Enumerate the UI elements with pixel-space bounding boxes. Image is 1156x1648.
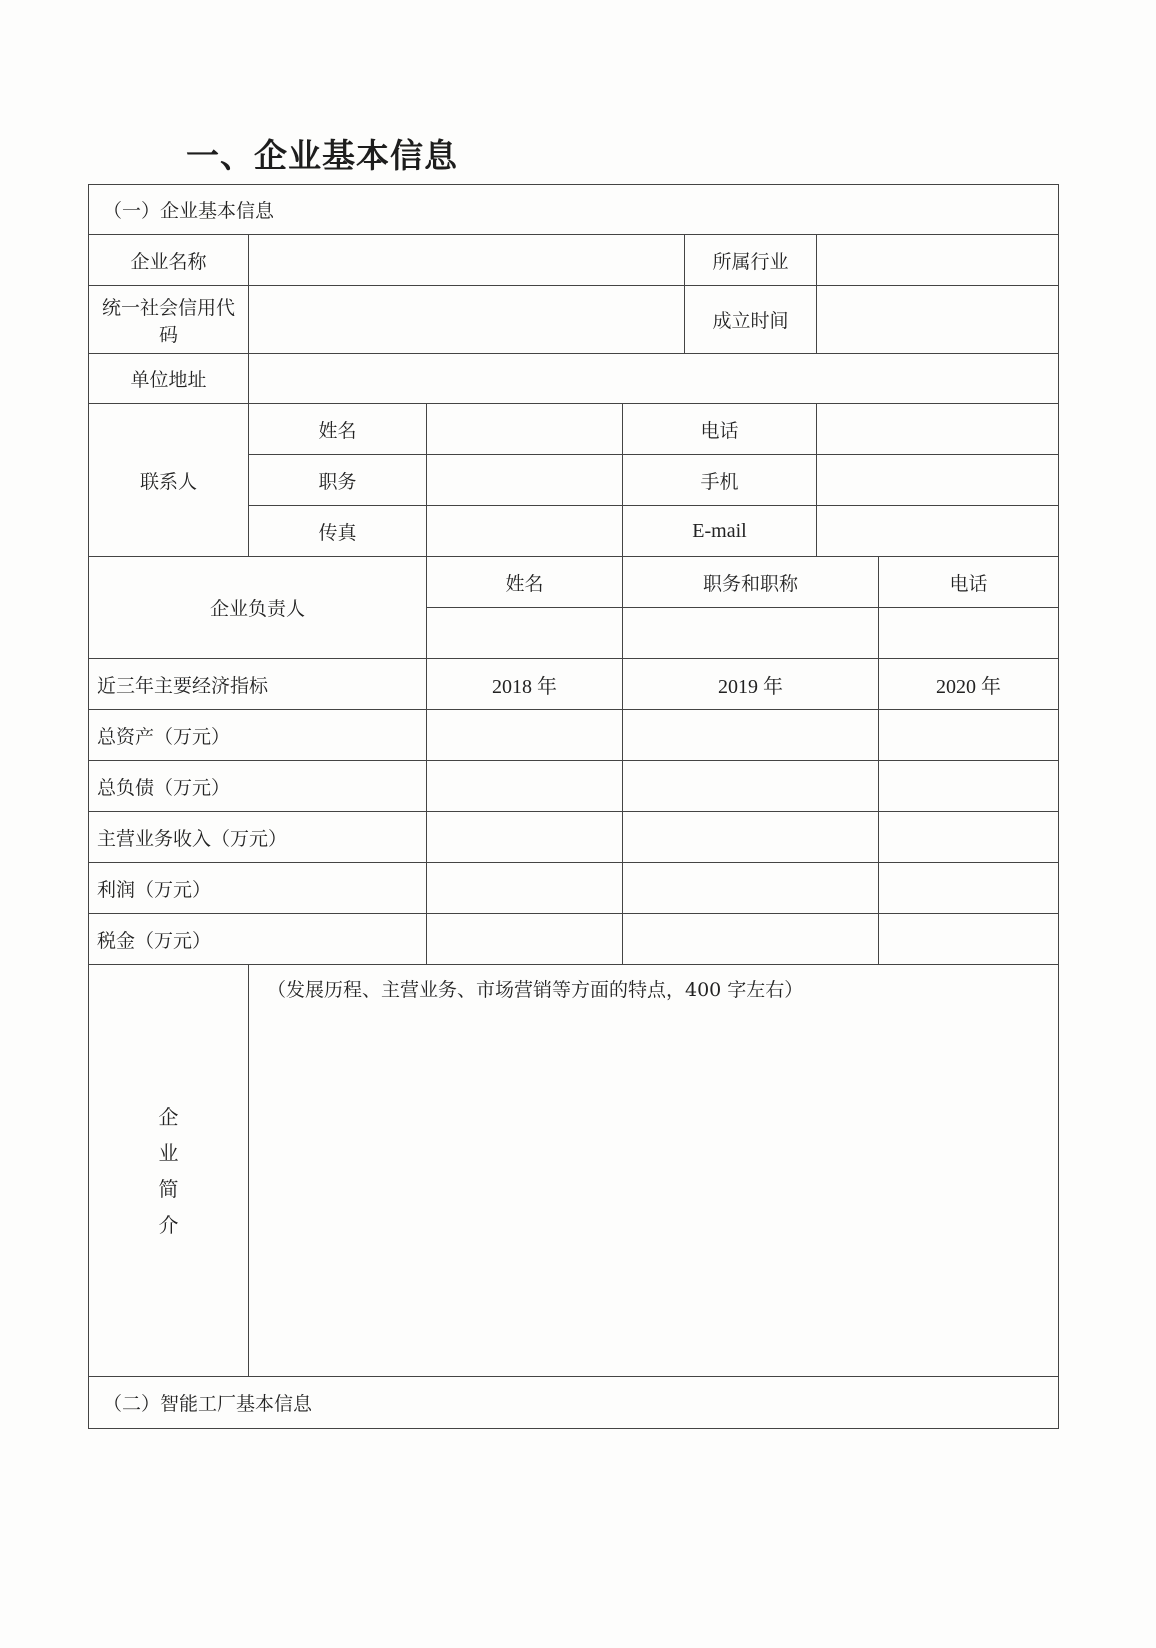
- main-revenue-2018-field[interactable]: [427, 812, 623, 863]
- total-assets-2018-field[interactable]: [427, 710, 623, 761]
- founded-field[interactable]: [817, 286, 1059, 354]
- contact-name-label: 姓名: [249, 404, 427, 455]
- company-intro-hint: （发展历程、主营业务、市场营销等方面的特点，400 字左右）: [267, 979, 804, 1001]
- industry-field[interactable]: [817, 235, 1059, 286]
- indicator-total-assets: 总资产（万元）: [89, 710, 427, 761]
- profit-2019-field[interactable]: [623, 863, 879, 914]
- contact-position-field[interactable]: [427, 455, 623, 506]
- total-assets-2020-field[interactable]: [879, 710, 1059, 761]
- leader-title-field[interactable]: [623, 608, 879, 659]
- leader-name-label: 姓名: [427, 557, 623, 608]
- indicator-profit: 利润（万元）: [89, 863, 427, 914]
- company-intro-field[interactable]: [249, 965, 1059, 1377]
- address-label: 单位地址: [89, 354, 249, 404]
- total-liabilities-2018-field[interactable]: [427, 761, 623, 812]
- industry-label: 所属行业: [685, 235, 817, 286]
- founded-label: 成立时间: [685, 286, 817, 354]
- leader-title-label: 职务和职称: [623, 557, 879, 608]
- enterprise-info-form: [88, 184, 1059, 1429]
- total-liabilities-2020-field[interactable]: [879, 761, 1059, 812]
- profit-2020-field[interactable]: [879, 863, 1059, 914]
- main-revenue-2020-field[interactable]: [879, 812, 1059, 863]
- contact-label: 联系人: [89, 404, 249, 557]
- address-field[interactable]: [249, 354, 1059, 404]
- leader-phone-field[interactable]: [879, 608, 1059, 659]
- total-liabilities-2019-field[interactable]: [623, 761, 879, 812]
- contact-position-label: 职务: [249, 455, 427, 506]
- contact-phone-field[interactable]: [817, 404, 1059, 455]
- section-2-title: （二）智能工厂基本信息: [89, 1377, 1059, 1429]
- contact-phone-label: 电话: [623, 404, 817, 455]
- contact-email-field[interactable]: [817, 506, 1059, 557]
- leader-name-field[interactable]: [427, 608, 623, 659]
- section-1-title: （一）企业基本信息: [89, 185, 1059, 235]
- total-assets-2019-field[interactable]: [623, 710, 879, 761]
- indicator-main-revenue: 主营业务收入（万元）: [89, 812, 427, 863]
- indicator-total-liabilities: 总负债（万元）: [89, 761, 427, 812]
- indicators-header: 近三年主要经济指标: [89, 659, 427, 710]
- year-2019-header: 2019 年: [623, 659, 879, 710]
- indicator-tax: 税金（万元）: [89, 914, 427, 965]
- credit-code-field[interactable]: [249, 286, 685, 354]
- company-intro-label: 企业简介: [158, 1104, 179, 1237]
- company-name-label: 企业名称: [89, 235, 249, 286]
- contact-name-field[interactable]: [427, 404, 623, 455]
- tax-2018-field[interactable]: [427, 914, 623, 965]
- main-revenue-2019-field[interactable]: [623, 812, 879, 863]
- credit-code-label: 统一社会信用代码: [89, 286, 249, 354]
- profit-2018-field[interactable]: [427, 863, 623, 914]
- contact-mobile-label: 手机: [623, 455, 817, 506]
- page-title: 一、企业基本信息: [186, 136, 458, 175]
- tax-2019-field[interactable]: [623, 914, 879, 965]
- contact-mobile-field[interactable]: [817, 455, 1059, 506]
- year-2018-header: 2018 年: [427, 659, 623, 710]
- contact-email-label: E-mail: [623, 506, 817, 557]
- year-2020-header: 2020 年: [879, 659, 1059, 710]
- leader-label: 企业负责人: [89, 557, 427, 659]
- company-intro-label-cell: [89, 965, 249, 1377]
- company-name-field[interactable]: [249, 235, 685, 286]
- contact-fax-field[interactable]: [427, 506, 623, 557]
- tax-2020-field[interactable]: [879, 914, 1059, 965]
- leader-phone-label: 电话: [879, 557, 1059, 608]
- contact-fax-label: 传真: [249, 506, 427, 557]
